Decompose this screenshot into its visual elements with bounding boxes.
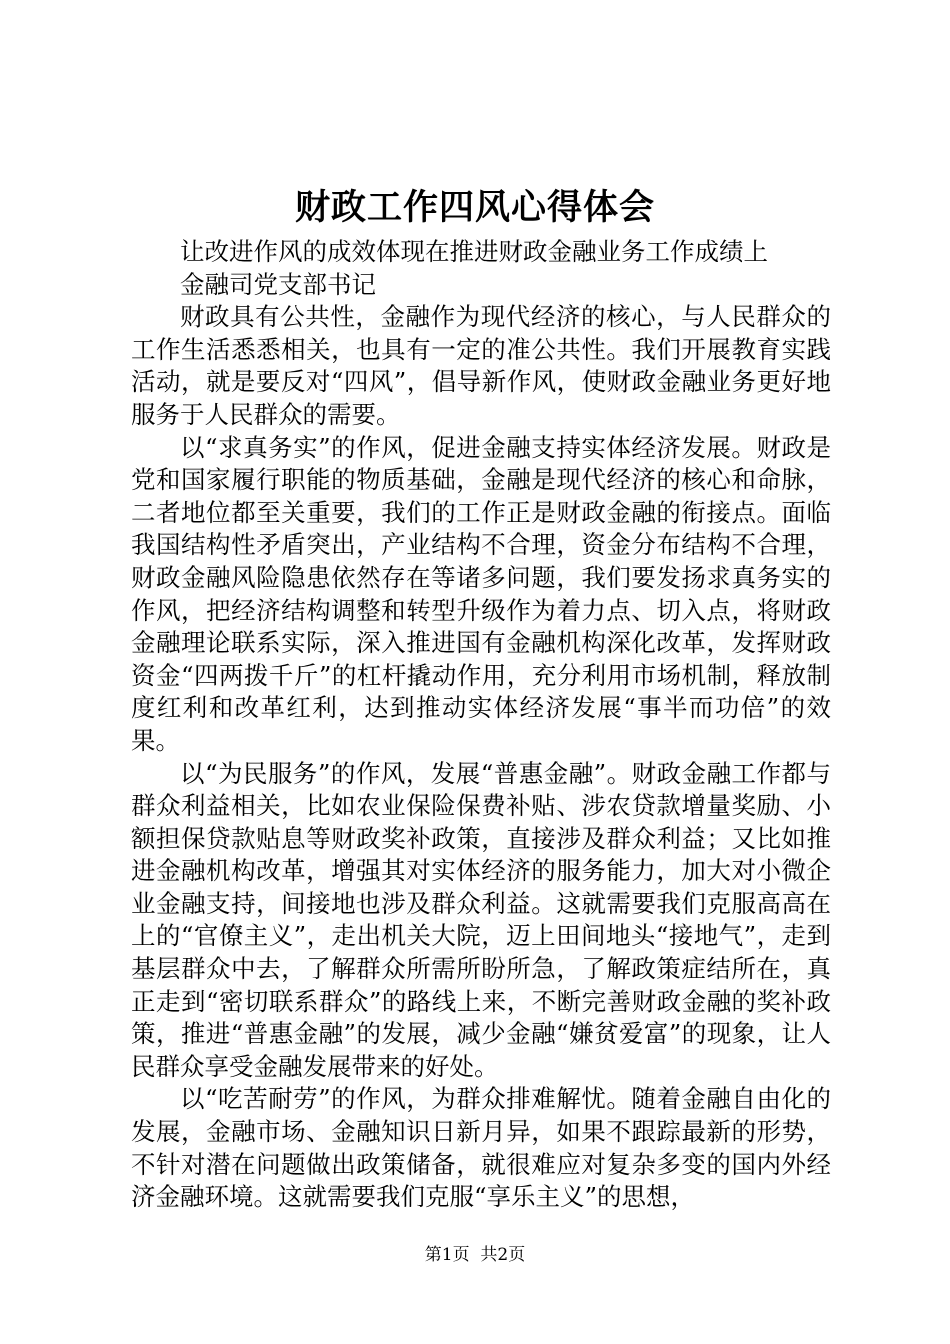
subtitle-paragraph: 让改进作风的成效体现在推进财政金融业务工作成绩上 xyxy=(180,237,768,266)
page-number: 第1页 xyxy=(424,1245,470,1265)
page-footer xyxy=(0,1243,950,1267)
body-paragraph: 以“求真务实”的作风，促进金融支持实体经济发展。财政是党和国家履行职能的物质基础，金融是现代经济的核心和命脉，二者地位都至关重要，我们的工作正是财政金融的衔接点。面临我国结构性矛盾突出，产业结构不合理，资金分布结构不合理，财政金融风险隐患依然存在等诸多问题，我们要发扬求真务实的作风，把经济结构调整和转型升级作为着力点、切入点，将财政金融理论联系实际，深入推进国有金融机构深化改革，发挥财政资金“四两拨千斤”的杠杆撬动作用，充分利用市场机制，释放制度红利和改革红利，达到推动实体经济发展“事半而功倍”的效果。 xyxy=(131,432,831,755)
document-body xyxy=(131,236,831,1214)
body-paragraph: 以“为民服务”的作风，发展“普惠金融”。财政金融工作都与群众利益相关，比如农业保险保费补贴、涉农贷款增量奖励、小额担保贷款贴息等财政奖补政策，直接涉及群众利益；又比如推进金融机构改革，增强其对实体经济的服务能力，加大对小微企业金融支持，间接地也涉及群众利益。这就需要我们克服高高在上的“官僚主义”，走出机关大院，迈上田间地头“接地气”，走到基层群众中去，了解群众所需所盼所急，了解政策症结所在，真正走到“密切联系群众”的路线上来，不断完善财政金融的奖补政策，推进“普惠金融”的发展，减少金融“嫌贫爱富”的现象，让人民群众享受金融发展带来的好处。 xyxy=(131,758,831,1081)
page-total: 共2页 xyxy=(480,1245,526,1265)
body-paragraph: 财政具有公共性，金融作为现代经济的核心，与人民群众的工作生活悉悉相关，也具有一定的准公共性。我们开展教育实践活动，就是要反对“四风”，倡导新作风，使财政金融业务更好地服务于人民群众的需要。 xyxy=(131,302,831,429)
author-line: 金融司党支部书记 xyxy=(180,269,376,299)
body-paragraph: 以“吃苦耐劳”的作风，为群众排难解忧。随着金融自由化的发展，金融市场、金融知识日新月异，如果不跟踪最新的形势，不针对潜在问题做出政策储备，就很难应对复杂多变的国内外经济金融环境。这就需要我们克服“享乐主义”的思想， xyxy=(131,1084,831,1212)
document-title: 财政工作四风心得体会 xyxy=(294,187,655,228)
footer-separator xyxy=(470,1245,481,1265)
